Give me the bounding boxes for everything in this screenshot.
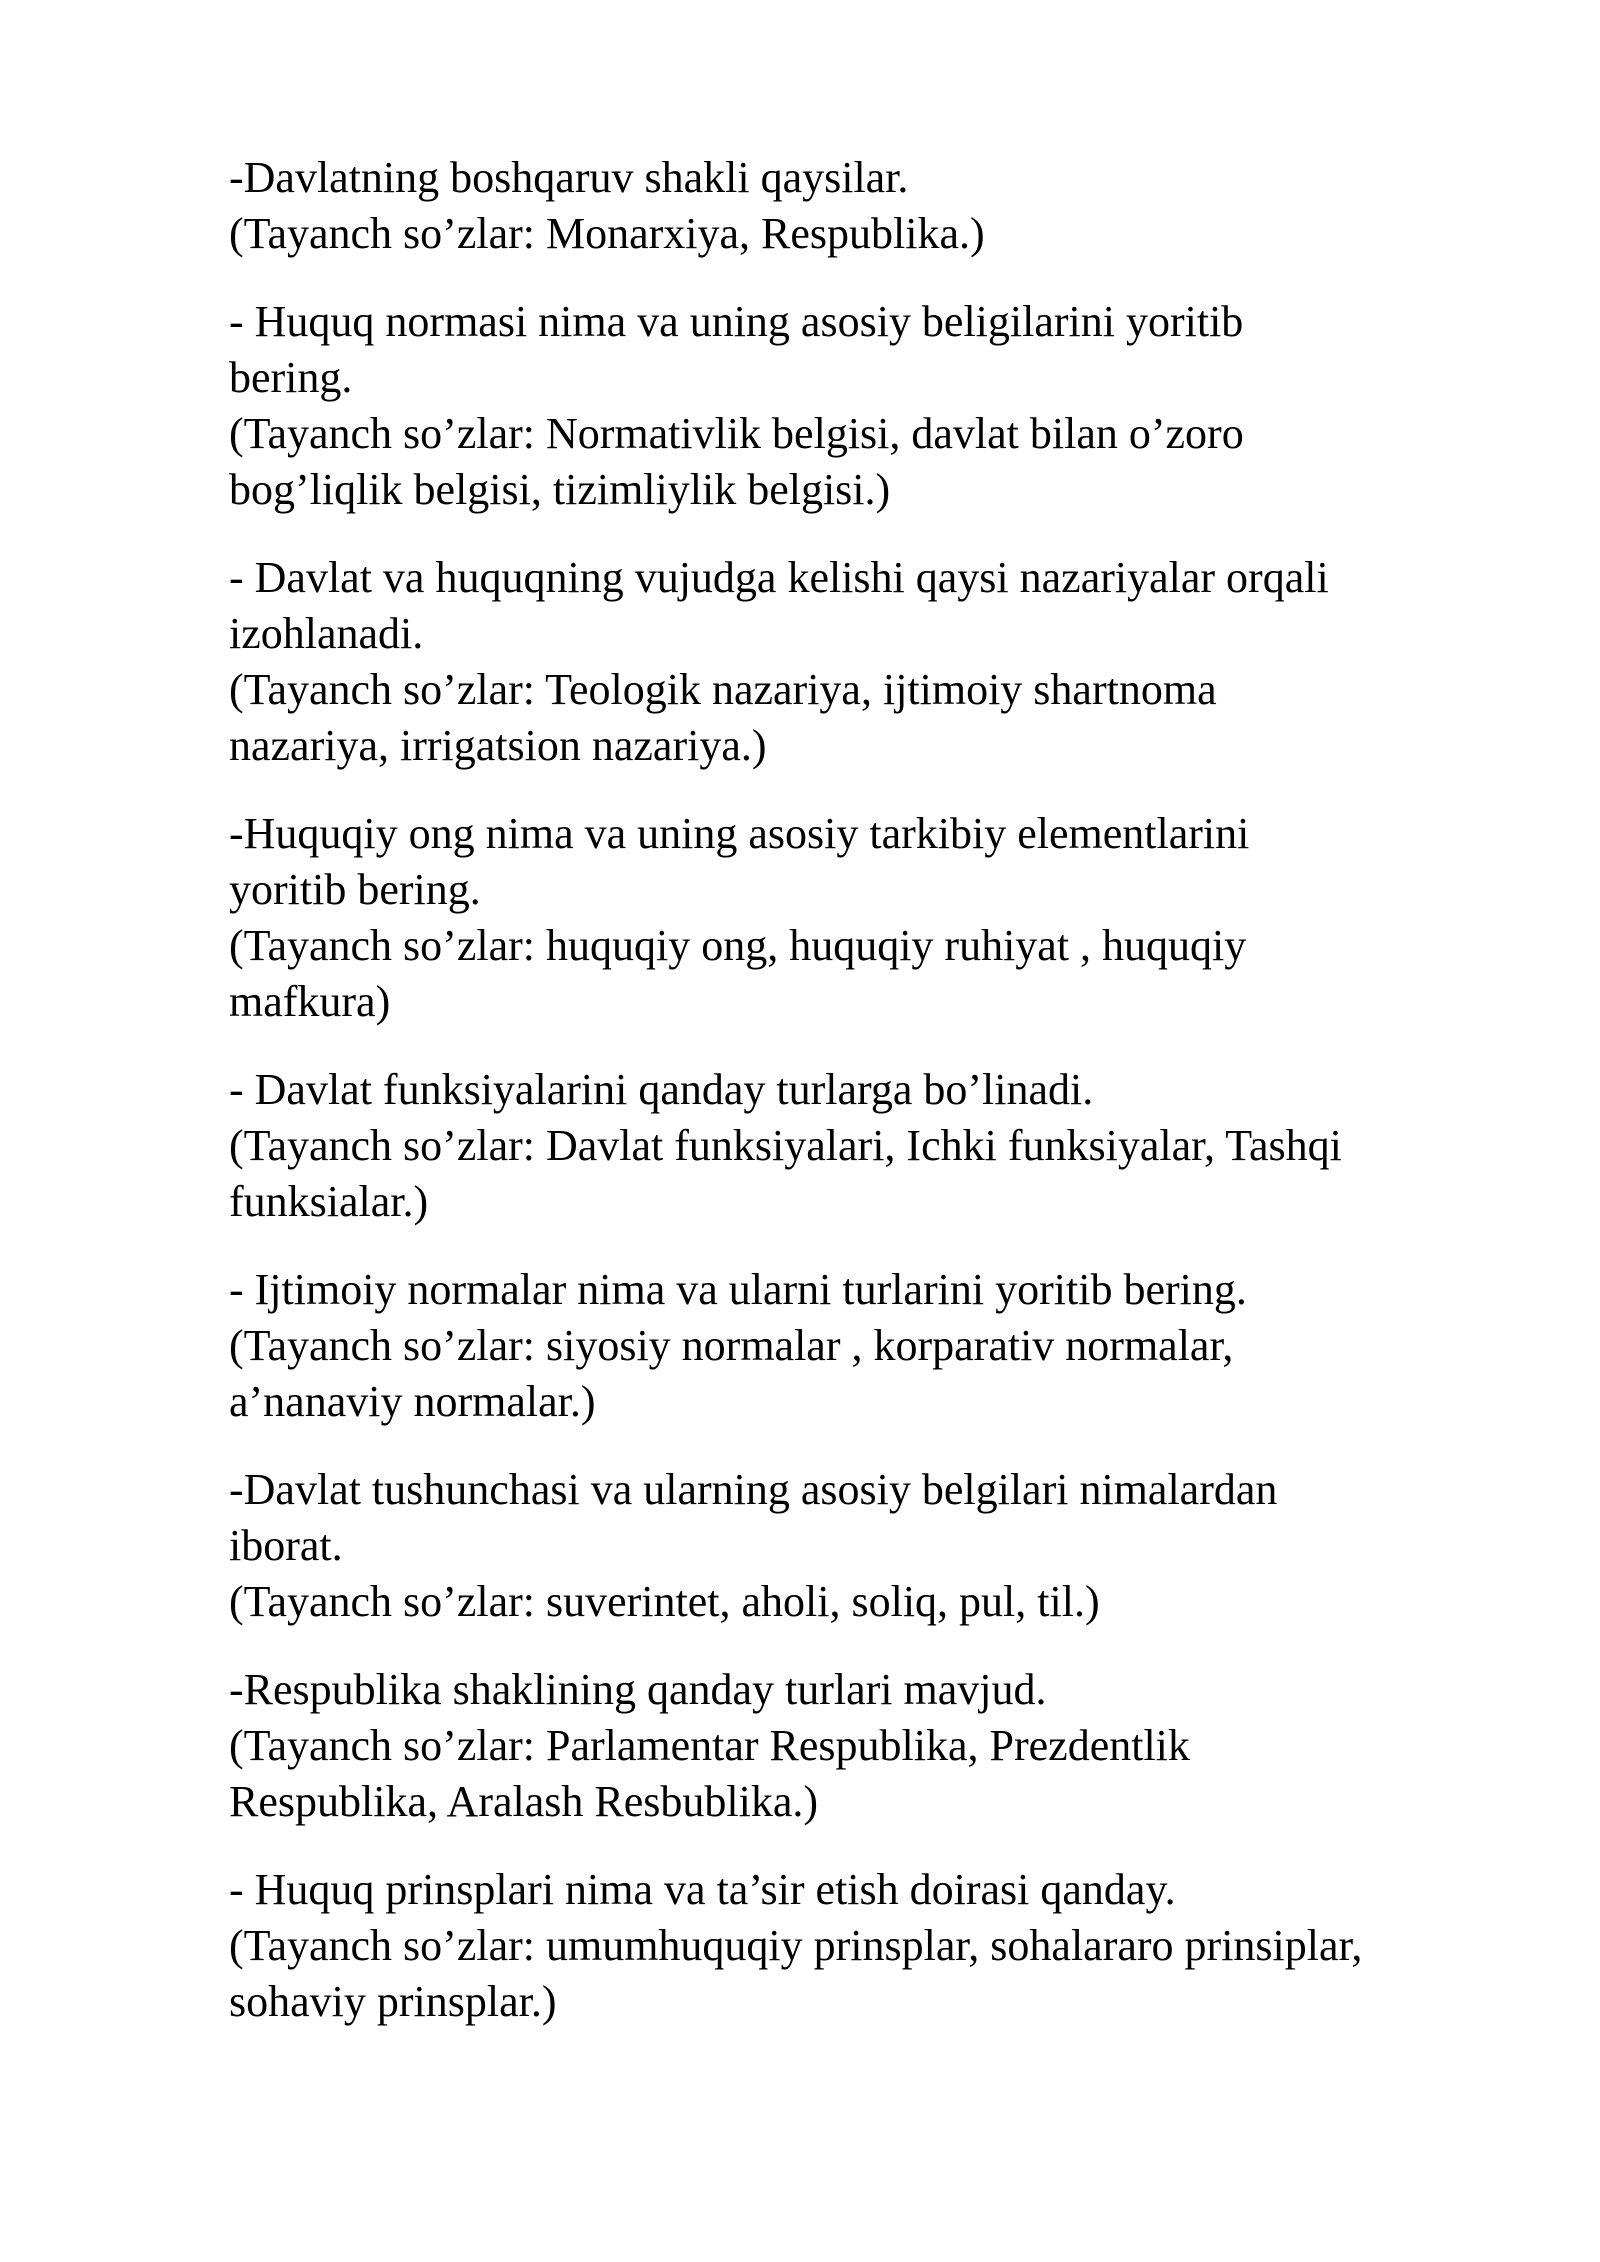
keywords-line: (Tayanch so’zlar: Monarxiya, Respublika.): [229, 209, 985, 258]
question-line: iborat.: [229, 1521, 343, 1570]
question-line: - Huquq normasi nima va uning asosiy beligilarini yoritib: [229, 297, 1244, 346]
question-line: -Davlat tushunchasi va ularning asosiy belgilari nimalardan: [229, 1465, 1278, 1514]
question-line: - Ijtimoiy normalar nima va ularni turlarini yoritib bering.: [229, 1265, 1247, 1314]
question-text: [229, 1462, 1529, 1574]
question-text: [229, 1662, 1529, 1718]
keywords-line: Respublika, Aralash Resbublika.): [229, 1777, 819, 1826]
keywords-line: funksialar.): [229, 1177, 429, 1226]
question-line: -Respublika shaklining qanday turlari mavjud.: [229, 1665, 1047, 1714]
question-text: [229, 550, 1529, 662]
keywords-text: [229, 1318, 1529, 1430]
question-text: [229, 806, 1529, 918]
question-block: [229, 1262, 1529, 1430]
question-line: bering.: [229, 353, 353, 402]
keywords-line: nazariya, irrigatsion nazariya.): [229, 721, 767, 770]
question-block: [229, 1062, 1529, 1230]
question-block: [229, 806, 1529, 1030]
question-text: [229, 1862, 1529, 1918]
question-line: - Huquq prinsplari nima va ta’sir etish doirasi qanday.: [229, 1865, 1176, 1914]
question-block: [229, 550, 1529, 774]
keywords-line: (Tayanch so’zlar: huquqiy ong, huquqiy ruhiyat , huquqiy: [229, 921, 1247, 970]
question-text: [229, 1062, 1529, 1118]
keywords-line: (Tayanch so’zlar: siyosiy normalar , korparativ normalar,: [229, 1321, 1234, 1370]
question-block: [229, 294, 1529, 518]
keywords-line: (Tayanch so’zlar: Teologik nazariya, ijtimoiy shartnoma: [229, 665, 1217, 714]
keywords-line: a’nanaviy normalar.): [229, 1377, 596, 1426]
question-line: -Davlatning boshqaruv shakli qaysilar.: [229, 153, 909, 202]
question-line: yoritib bering.: [229, 865, 481, 914]
question-block: [229, 150, 1529, 262]
keywords-text: [229, 406, 1529, 518]
keywords-line: (Tayanch so’zlar: Normativlik belgisi, davlat bilan o’zoro: [229, 409, 1244, 458]
keywords-text: [229, 662, 1529, 774]
keywords-text: [229, 1918, 1529, 2030]
keywords-line: bog’liqlik belgisi, tizimliylik belgisi.): [229, 465, 891, 514]
keywords-line: (Tayanch so’zlar: umumhuquqiy prinsplar, sohalararo prinsiplar,: [229, 1921, 1363, 1970]
keywords-line: (Tayanch so’zlar: suverintet, aholi, soliq, pul, til.): [229, 1577, 1100, 1626]
question-block: [229, 1462, 1529, 1630]
question-line: - Davlat va huquqning vujudga kelishi qaysi nazariyalar orqali: [229, 553, 1329, 602]
keywords-text: [229, 1718, 1529, 1830]
keywords-line: mafkura): [229, 977, 391, 1026]
question-line: - Davlat funksiyalarini qanday turlarga bo’linadi.: [229, 1065, 1094, 1114]
keywords-line: (Tayanch so’zlar: Davlat funksiyalari, Ichki funksiyalar, Tashqi: [229, 1121, 1342, 1170]
question-line: izohlanadi.: [229, 609, 424, 658]
question-text: [229, 1262, 1529, 1318]
document-body: [229, 150, 1529, 2062]
keywords-text: [229, 1574, 1529, 1630]
question-line: -Huquqiy ong nima va uning asosiy tarkibiy elementlarini: [229, 809, 1250, 858]
question-block: [229, 1862, 1529, 2030]
question-text: [229, 294, 1529, 406]
keywords-text: [229, 918, 1529, 1030]
keywords-line: sohaviy prinsplar.): [229, 1977, 557, 2026]
keywords-text: [229, 206, 1529, 262]
keywords-text: [229, 1118, 1529, 1230]
question-text: [229, 150, 1529, 206]
keywords-line: (Tayanch so’zlar: Parlamentar Respublika, Prezdentlik: [229, 1721, 1190, 1770]
question-block: [229, 1662, 1529, 1830]
